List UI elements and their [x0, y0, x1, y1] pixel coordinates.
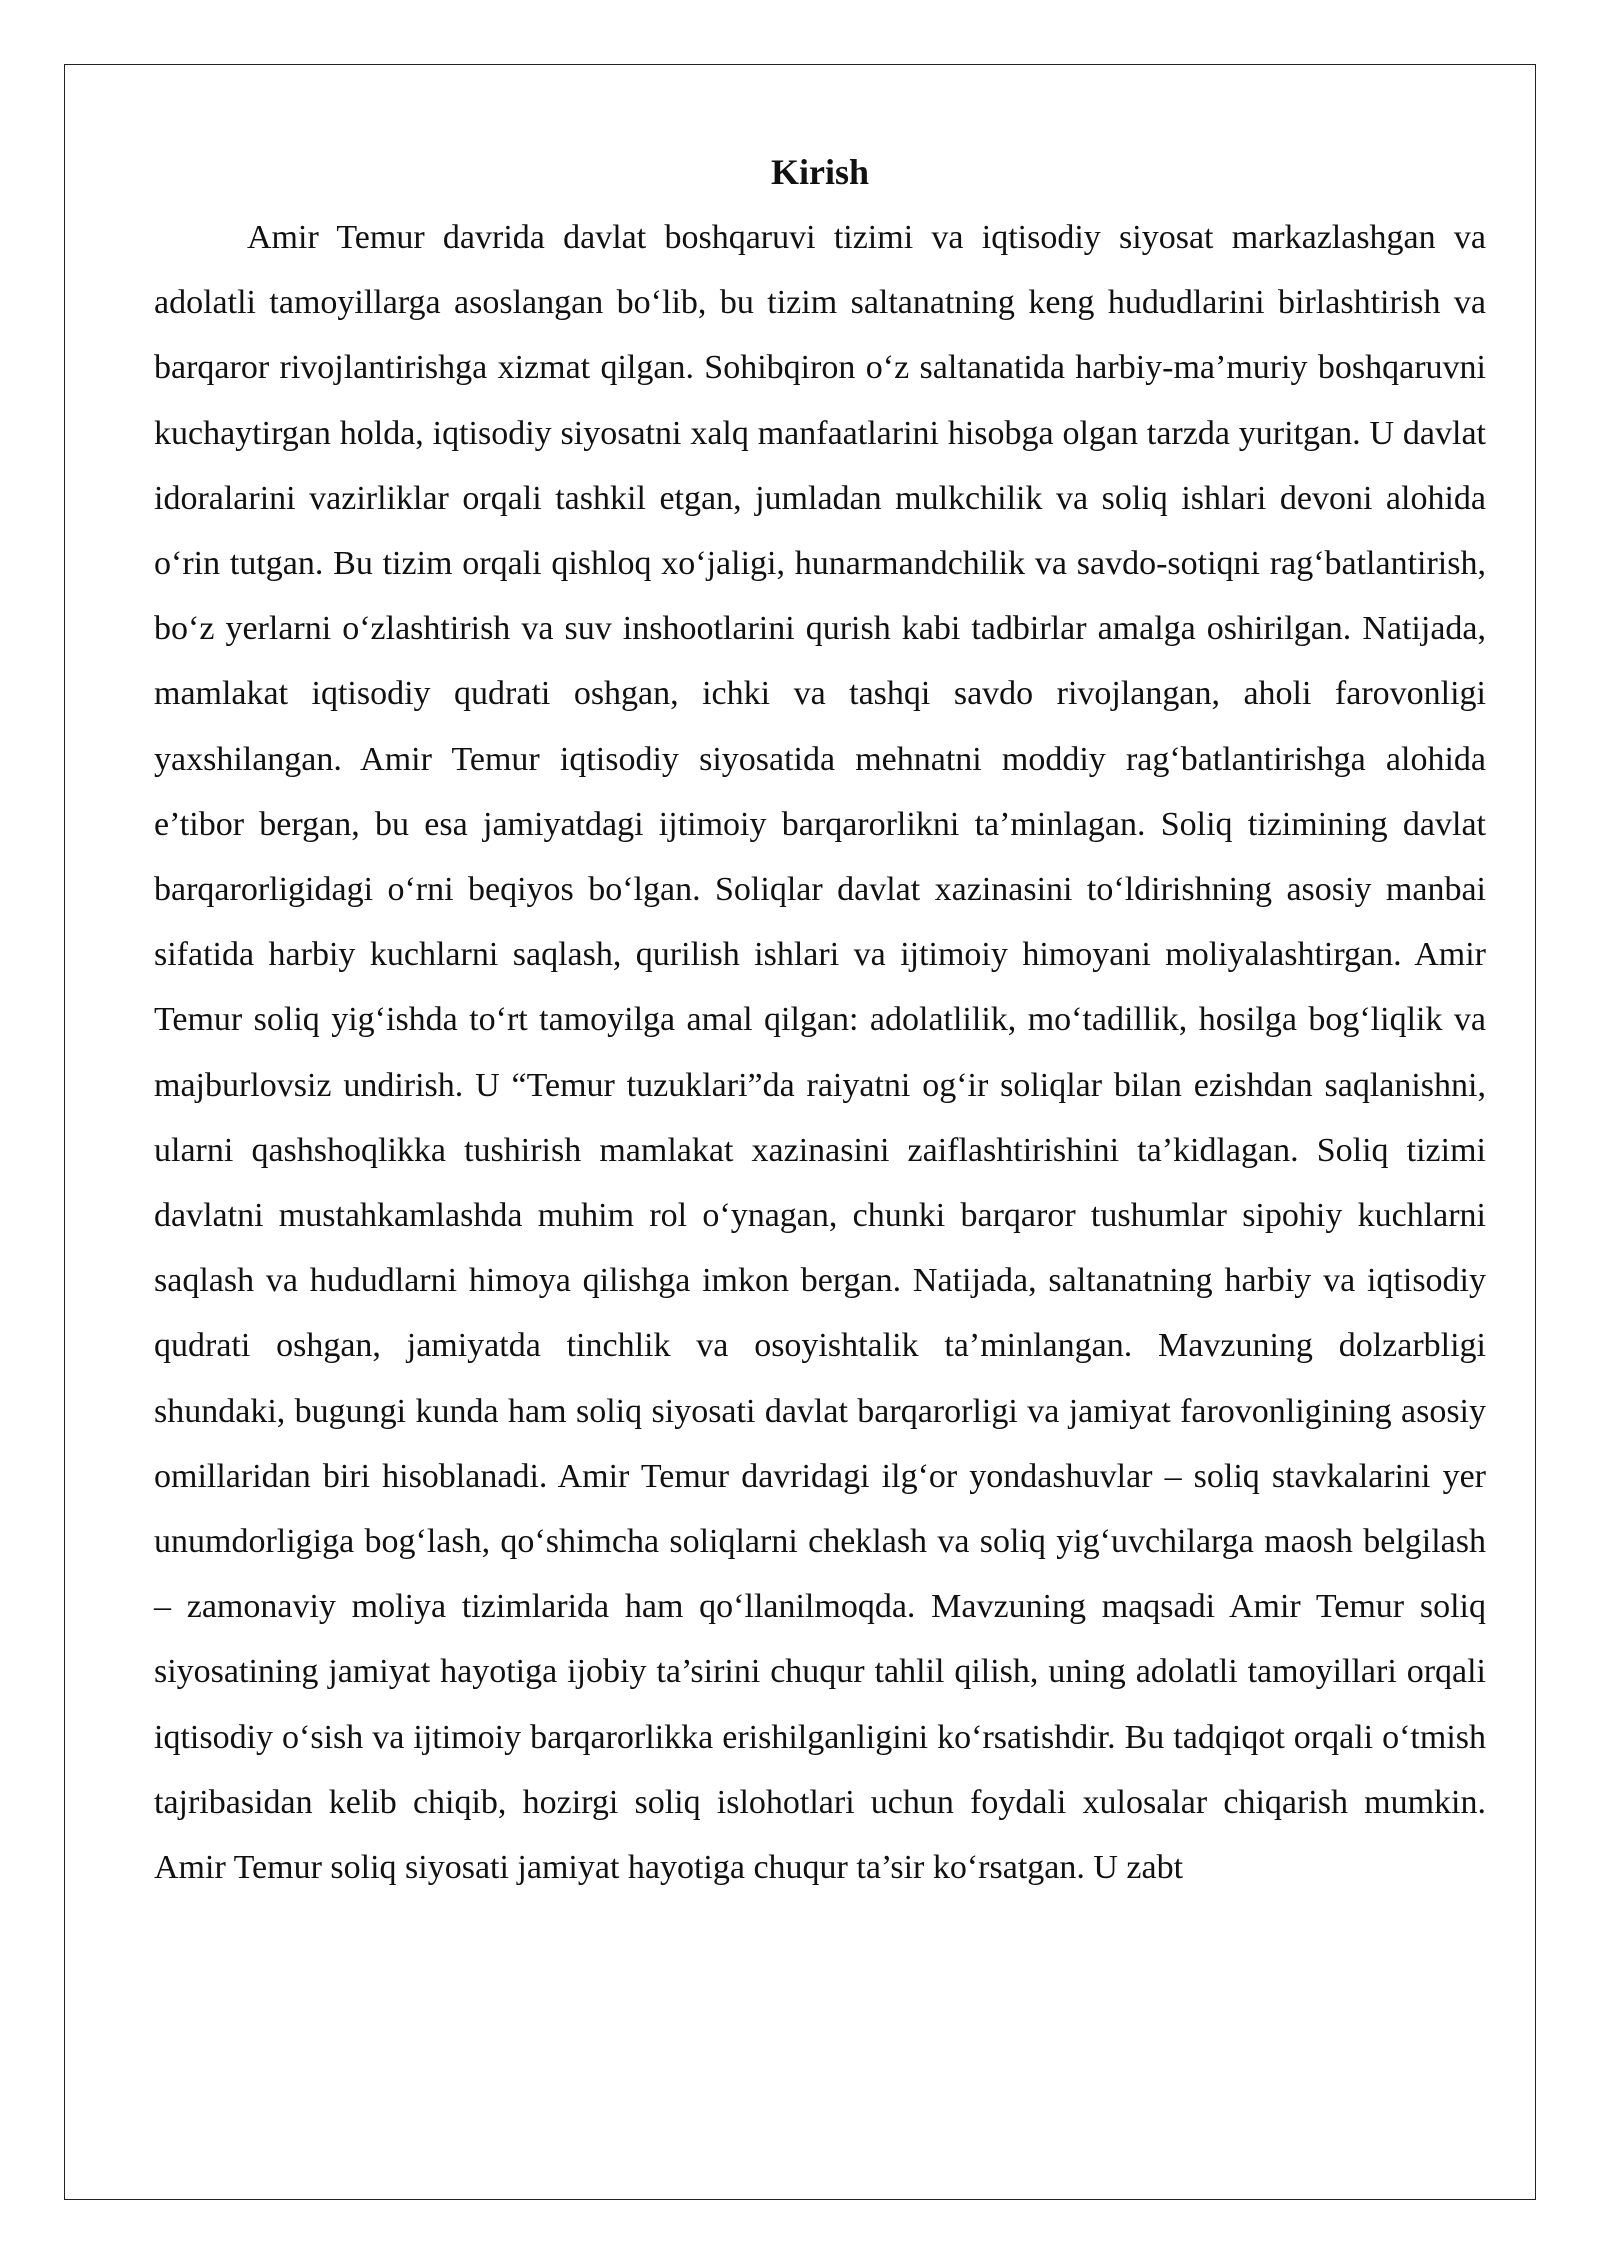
- document-content: [154, 140, 1486, 1900]
- body-paragraph: Amir Temur davrida davlat boshqaruvi tizimi va iqtisodiy siyosat markazlashgan va adolatli tamoyillarga asoslangan bo‘lib, bu tizim saltanatning keng hududlarini birlashtirish va barqaror rivojlantirishga xizmat qilgan. Sohibqiron o‘z saltanatida harbiy-ma’muriy boshqaruvni kuchaytirgan holda, iqtisodiy siyosatni xalq manfaatlarini hisobga olgan tarzda yuritgan. U davlat idoralarini vazirliklar orqali tashkil etgan, jumladan mulkchilik va soliq ishlari devoni alohida o‘rin tutgan. Bu tizim orqali qishloq xo‘jaligi, hunarmandchilik va savdo-sotiqni rag‘batlantirish, bo‘z yerlarni o‘zlashtirish va suv inshootlarini qurish kabi tadbirlar amalga oshirilgan. Natijada, mamlakat iqtisodiy qudrati oshgan, ichki va tashqi savdo rivojlangan, aholi farovonligi yaxshilangan. Amir Temur iqtisodiy siyosatida mehnatni moddiy rag‘batlantirishga alohida e’tibor bergan, bu esa jamiyatdagi ijtimoiy barqarorlikni ta’minlagan. Soliq tizimining davlat barqarorligidagi o‘rni beqiyos bo‘lgan. Soliqlar davlat xazinasini to‘ldirishning asosiy manbai sifatida harbiy kuchlarni saqlash, qurilish ishlari va ijtimoiy himoyani moliyalashtirgan. Amir Temur soliq yig‘ishda to‘rt tamoyilga amal qilgan: adolatlilik, mo‘tadillik, hosilga bog‘liqlik va majburlovsiz undirish. U “Temur tuzuklari”da raiyatni og‘ir soliqlar bilan ezishdan saqlanishni, ularni qashshoqlikka tushirish mamlakat xazinasini zaiflashtirishini ta’kidlagan. Soliq tizimi davlatni mustahkamlashda muhim rol o‘ynagan, chunki barqaror tushumlar sipohiy kuchlarni saqlash va hududlarni himoya qilishga imkon bergan. Natijada, saltanatning harbiy va iqtisodiy qudrati oshgan, jamiyatda tinchlik va osoyishtalik ta’minlangan. Mavzuning dolzarbligi shundaki, bugungi kunda ham soliq siyosati davlat barqarorligi va jamiyat farovonligining asosiy omillaridan biri hisoblanadi. Amir Temur davridagi ilg‘or yondashuvlar – soliq stavkalarini yer unumdorligiga bog‘lash, qo‘shimcha soliqlarni cheklash va soliq yig‘uvchilarga maosh belgilash – zamonaviy moliya tizimlarida ham qo‘llanilmoqda. Mavzuning maqsadi Amir Temur soliq siyosatining jamiyat hayotiga ijobiy ta’sirini chuqur tahlil qilish, uning adolatli tamoyillari orqali iqtisodiy o‘sish va ijtimoiy barqarorlikka erishilganligini ko‘rsatishdir. Bu tadqiqot orqali o‘tmish tajribasidan kelib chiqib, hozirgi soliq islohotlari uchun foydali xulosalar chiqarish mumkin. Amir Temur soliq siyosati jamiyat hayotiga chuqur ta’sir ko‘rsatgan. U zabt: [154, 219, 1486, 1887]
- section-title: Kirish: [770, 152, 869, 192]
